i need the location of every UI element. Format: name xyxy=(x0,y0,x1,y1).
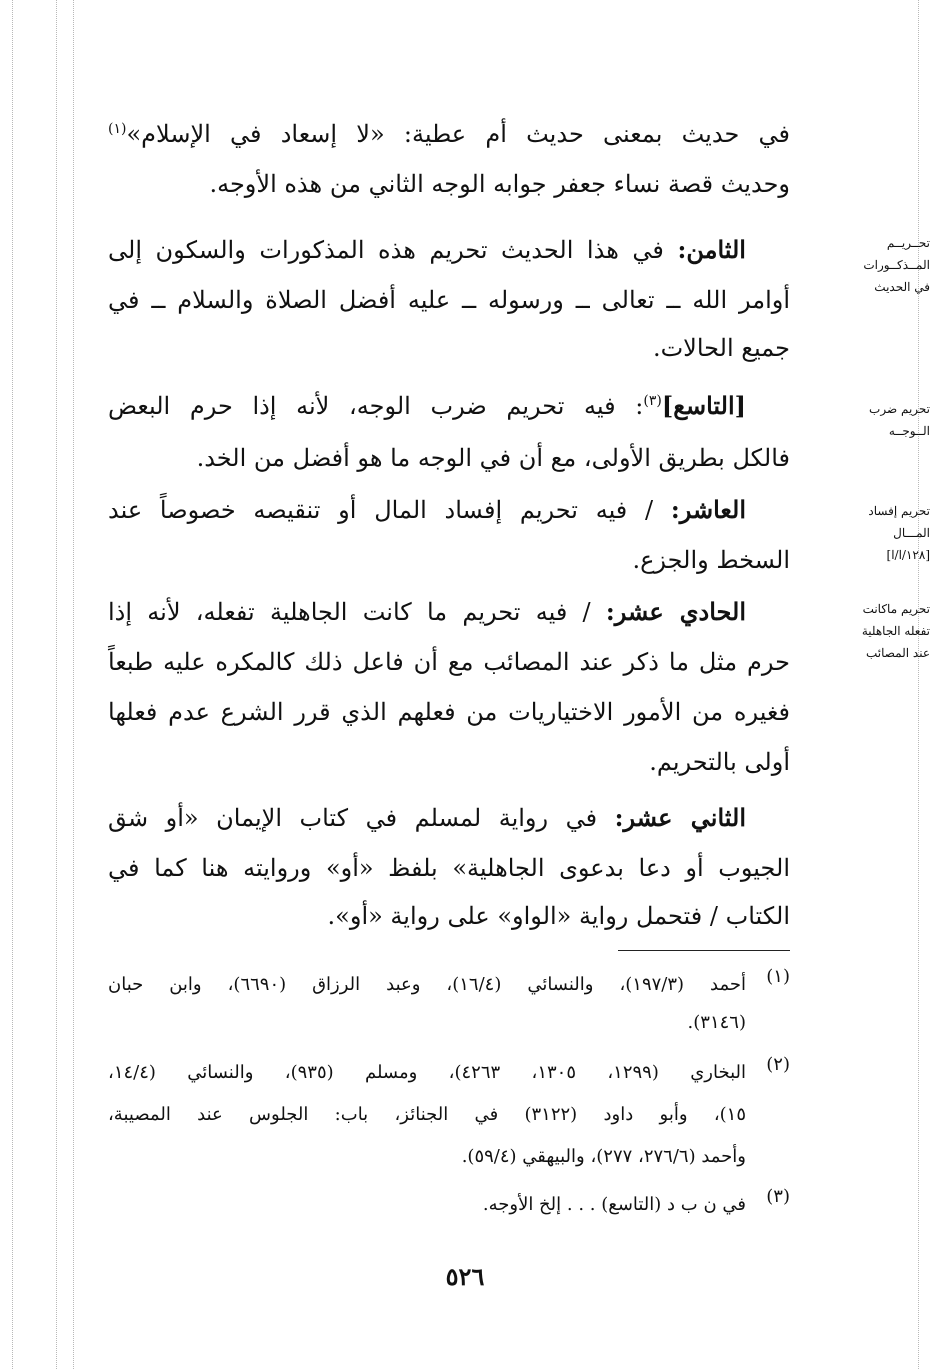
footnote-line: البخاري (١٢٩٩، ١٣٠٥، ٤٢٦٣)، ومسلم (٩٣٥)، والنسائي (١٤/٤، xyxy=(108,1062,746,1083)
margin-note: تحريم إفساد المـــال [١٢٨/ا/ا] xyxy=(868,504,930,562)
text-line: فالكل بطريق الأولى، مع أن في الوجه ما هو أفضل من الخد. xyxy=(196,444,790,472)
margin-guide xyxy=(73,0,74,1369)
text-line: أوامر الله ــ تعالى ــ ورسوله ــ عليه أفضل الصلاة والسلام ــ في xyxy=(108,286,790,314)
text-line: [التاسع]$^{(٣)}$: فيه تحريم ضرب الوجه، لأنه إذا حرم البعض xyxy=(108,391,746,420)
page-number: ٥٢٦ xyxy=(445,1262,485,1291)
text-line: جميع الحالات. xyxy=(652,334,790,362)
margin-guide xyxy=(56,0,57,1369)
text-line: أولى بالتحريم. xyxy=(649,748,790,776)
text-line: الحادي عشر: / فيه تحريم ما كانت الجاهلية تفعله، لأنه إذا xyxy=(108,597,746,626)
margin-note: تحريم ضرب الــوجــه xyxy=(869,402,930,438)
text-line: الثامن: في هذا الحديث تحريم هذه المذكورات والسكون إلى xyxy=(108,235,746,264)
footnote-separator xyxy=(618,950,790,951)
text-line: فغيره من الأمور الاختياريات من فعلهم الذي قرر الشرع عدم فعلها xyxy=(108,698,790,726)
margin-guide xyxy=(918,0,919,1369)
text-line: الجيوب أو دعا بدعوى الجاهلية» بلفظ «أو» وروايته هنا كما في xyxy=(108,854,790,882)
text-line: العاشر: / فيه تحريم إفساد المال أو تنقيصه خصوصاً عند xyxy=(108,495,746,524)
text-line: الثاني عشر: في رواية لمسلم في كتاب الإيمان «أو شق xyxy=(108,803,746,832)
margin-note: تحــريــم المــذكــورات في الحديث xyxy=(863,236,930,294)
text-line: السخط والجزع. xyxy=(632,546,790,574)
footnote-number: (٢) xyxy=(766,1054,790,1075)
footnote-line: ١٥)، وأبو داود (٣١٢٢) في الجنائز، باب: الجلوس عند المصيبة، xyxy=(108,1104,747,1125)
text-line: الكتاب / فتحمل رواية «الواو» على رواية «أو». xyxy=(327,902,790,930)
footnote-line: (٣١٤٦). xyxy=(687,1012,746,1033)
footnote-line: في ن ب د (التاسع) . . . إلخ الأوجه. xyxy=(482,1194,746,1215)
footnote-number: (١) xyxy=(766,966,790,987)
margin-note: تحريم ماكانت تفعله الجاهلية عند المصائب xyxy=(861,602,930,660)
text-line: حرم مثل ما ذكر عند المصائب مع أن فاعل ذلك كالمكره عليه طبعاً xyxy=(108,648,790,676)
footnote-line: وأحمد (٢٧٦/٦، ٢٧٧)، والبيهقي (٥٩/٤). xyxy=(461,1146,746,1167)
footnote-number: (٣) xyxy=(766,1186,790,1207)
footnote-line: أحمد (١٩٧/٣)، والنسائي (١٦/٤)، وعبد الرزاق (٦٦٩٠)، وابن حبان xyxy=(108,974,746,995)
text-line: في حديث بمعنى حديث أم عطية: «لا إسعاد في الإسلام»$^{(١)}$ xyxy=(108,120,790,148)
margin-guide xyxy=(12,0,13,1369)
text-line: وحديث قصة نساء جعفر جوابه الوجه الثاني من هذه الأوجه. xyxy=(209,170,790,198)
